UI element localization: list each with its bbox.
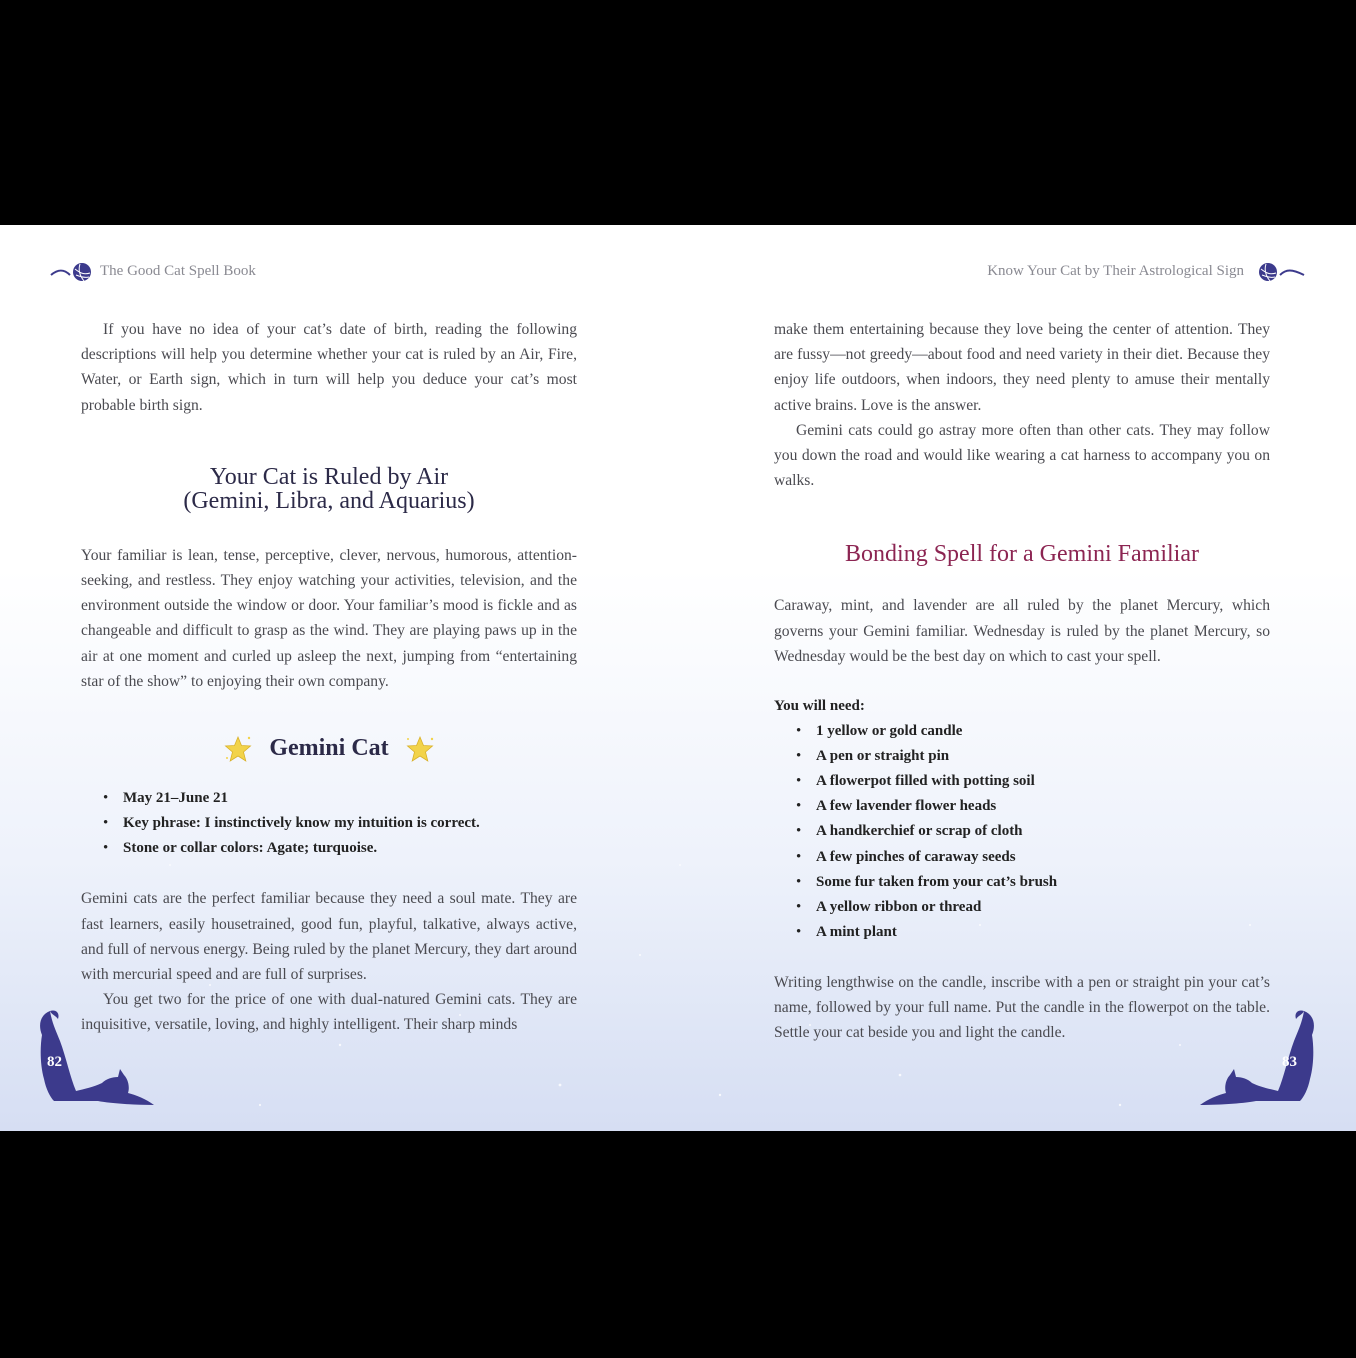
air-heading-line2: (Gemini, Libra, and Aquarius) xyxy=(183,487,475,514)
page-number-right: 83 xyxy=(1282,1054,1297,1070)
gemini-body-paragraph-2: You get two for the price of one with dual-natured Gemini cats. They are inquisitive, versatile, loving, and highly intelligent. Their sharp minds xyxy=(81,991,577,1034)
list-item: • Some fur taken from your cat’s brush xyxy=(796,870,1270,895)
you-will-need-label: You will need: xyxy=(774,698,865,715)
list-item: • A pen or straight pin xyxy=(796,744,1270,769)
list-item: • A handkerchief or scrap of cloth xyxy=(796,819,1270,844)
gemini-facts-list xyxy=(81,786,577,861)
list-item: • A flowerpot filled with potting soil xyxy=(796,769,1270,794)
book-spread xyxy=(0,225,1356,1131)
spell-instructions: Writing lengthwise on the candle, inscribe with a pen or straight pin your cat’s name, followed by your full name. Put the candle in the flowerpot on the table. Settle your cat beside you and light the candle. xyxy=(774,973,1270,1042)
gemini-heading xyxy=(81,734,577,764)
yarn-ball-icon xyxy=(1254,261,1306,283)
intro-paragraph: If you have no idea of your cat’s date of birth, reading the following descriptions will help you determine whether your cat is ruled by an Air, Fire, Water, or Earth sign, which in turn will help you deduce your cat’s most probable birth sign. xyxy=(81,321,577,414)
star-icon xyxy=(405,734,435,764)
continued-paragraph: make them entertaining because they love being the center of attention. They are fussy—not greedy—about food and need variety in their diet. Because they enjoy life outdoors, when indoors, they need plenty to amuse their mentally active brains. Love is the answer. xyxy=(774,321,1270,414)
yarn-ball-icon xyxy=(50,261,102,283)
air-heading-line1: Your Cat is Ruled by Air xyxy=(209,463,449,490)
right-page-text xyxy=(774,317,1270,1045)
air-heading xyxy=(81,465,577,513)
list-item: • May 21–June 21 xyxy=(103,786,577,811)
list-item: • A few pinches of caraway seeds xyxy=(796,845,1270,870)
spell-heading: Bonding Spell for a Gemini Familiar xyxy=(845,541,1199,568)
gemini-body-paragraph: Gemini cats are the perfect familiar because they need a soul mate. They are fast learners, easily housetrained, good fun, playful, talkative, always active, and full of nervous energy. Being ruled by the planet Mercury, they dart around with mercurial speed and are full of surprises. xyxy=(81,890,577,983)
gemini-heading-text: Gemini Cat xyxy=(269,734,389,761)
continued-paragraph-2: Gemini cats could go astray more often than other cats. They may follow you down the road and would like wearing a cat harness to accompany you on walks. xyxy=(774,421,1270,490)
spell-intro: Caraway, mint, and lavender are all ruled by the planet Mercury, which governs your Gemini familiar. Wednesday is ruled by the planet Mercury, so Wednesday would be the best day on which to cast your spell. xyxy=(774,597,1270,665)
list-item: • Key phrase: I instinctively know my intuition is correct. xyxy=(103,811,577,836)
list-item: • A few lavender flower heads xyxy=(796,794,1270,819)
ingredients-list xyxy=(774,719,1270,945)
running-head-left: The Good Cat Spell Book xyxy=(100,263,256,279)
list-item: • Stone or collar colors: Agate; turquoise. xyxy=(103,836,577,861)
list-item: • A yellow ribbon or thread xyxy=(796,895,1270,920)
left-page-text xyxy=(81,317,577,1038)
air-description: Your familiar is lean, tense, perceptive, clever, nervous, humorous, attention-seeking, and restless. They enjoy watching your activities, television, and the environment outside the window or door. Your familiar’s mood is fickle and as changeable and difficult to grasp as the wind. They are playing paws up in the air at one moment and curled up asleep the next, jumping from “entertaining star of the show” to enjoying their own company. xyxy=(81,546,577,690)
list-item: • A mint plant xyxy=(796,920,1270,945)
list-item: • 1 yellow or gold candle xyxy=(796,719,1270,744)
page-number-left: 82 xyxy=(47,1054,62,1070)
star-icon xyxy=(223,734,253,764)
running-head-right: Know Your Cat by Their Astrological Sign xyxy=(987,263,1244,279)
stretching-cat-icon xyxy=(1194,1007,1318,1107)
